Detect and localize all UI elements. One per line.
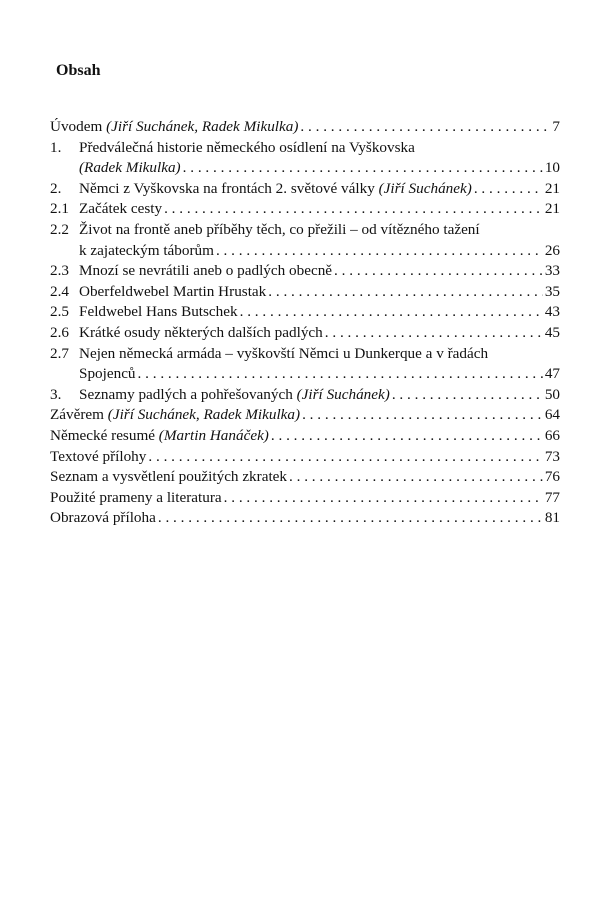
dot-leader	[268, 282, 543, 303]
toc-entry-title	[79, 220, 480, 241]
toc-entry-title	[50, 508, 156, 529]
dot-leader	[302, 405, 543, 426]
toc-entry-number: 2.2	[50, 220, 69, 238]
toc-entry-page: 21	[544, 179, 560, 197]
toc-entry	[50, 344, 560, 365]
dot-leader	[325, 323, 543, 344]
toc-entry-page: 21	[544, 200, 560, 218]
toc-entry-text: Použité prameny a literatura	[50, 488, 222, 506]
dot-leader	[183, 158, 543, 179]
toc-entry-page: 77	[544, 488, 560, 506]
toc-entry-title	[79, 261, 332, 282]
dot-leader	[271, 426, 543, 447]
toc-entry-text: Úvodem	[50, 118, 107, 135]
dot-leader	[158, 508, 543, 529]
dot-leader	[164, 199, 543, 220]
toc-entry	[50, 199, 560, 220]
toc-entry-page: 66	[544, 426, 560, 444]
toc-entry-author: (Jiří Suchánek, Radek Mikulka)	[106, 118, 299, 135]
toc-entry	[50, 467, 560, 488]
toc-entry	[50, 364, 560, 385]
toc-entry-text: k zajateckým táborům	[79, 241, 214, 259]
dot-leader	[300, 117, 550, 138]
dot-leader	[138, 364, 543, 385]
toc-entry	[50, 261, 560, 282]
toc-entry	[50, 323, 560, 344]
toc-entry-text: Seznamy padlých a pohřešovaných	[79, 385, 297, 403]
toc-entry-page: 76	[544, 468, 560, 486]
toc-entry-text: Němci z Vyškovska na frontách 2. světové války	[79, 179, 379, 197]
toc-entry-text: Německé resumé	[50, 426, 159, 444]
toc-entry	[50, 302, 560, 323]
toc-entry-page: 7	[552, 118, 560, 135]
toc-entry-text: Začátek cesty	[79, 200, 163, 218]
toc-entry-author: (Jiří Suchánek, Radek Mikulka)	[107, 406, 301, 424]
toc-entry-text: Seznam a vysvětlení použitých zkratek	[50, 468, 288, 486]
toc-entry-title	[79, 282, 266, 303]
toc-entry-title	[79, 385, 390, 406]
toc-entry-page: 45	[544, 323, 560, 341]
toc-entry-text: Život na frontě aneb příběhy těch, co přežili – od vítězného tažení	[79, 220, 480, 238]
toc-entry-text: Obrazová příloha	[50, 509, 156, 527]
toc-entry	[50, 488, 560, 509]
toc-entry-title	[50, 467, 287, 488]
toc-entry-page: 33	[544, 262, 560, 280]
dot-leader	[289, 467, 543, 488]
toc-entry-title	[50, 364, 136, 385]
toc-entry-page: 73	[544, 447, 560, 465]
toc-entry-text: Mnozí se nevrátili aneb o padlých obecně	[79, 262, 333, 280]
toc-entry-title	[79, 323, 323, 344]
toc-entry-text: Krátké osudy některých dalších padlých	[79, 323, 323, 341]
toc-entry	[50, 447, 560, 468]
dot-leader	[148, 447, 542, 468]
toc-entry-number: 2.	[50, 179, 62, 197]
toc-entry-number: 2.3	[50, 262, 69, 280]
toc-entry-number: 2.7	[50, 344, 69, 362]
toc-entry-author: (Radek Mikulka)	[79, 159, 181, 177]
toc-entry-text: Závěrem	[50, 406, 108, 424]
dot-leader	[474, 179, 543, 200]
toc-entry-number: 2.1	[50, 200, 69, 218]
toc-entry	[50, 241, 560, 262]
toc-entry-page: 50	[544, 385, 560, 403]
toc-entry	[50, 282, 560, 303]
toc-entry-number: 2.6	[50, 323, 69, 341]
toc-entry-text: Textové přílohy	[50, 447, 147, 465]
toc-entry-title	[50, 447, 146, 468]
toc-entry-number: 2.5	[50, 303, 69, 321]
toc-entry-text: Nejen německá armáda – vyškovští Němci u Dunkerque a v řadách	[79, 344, 489, 362]
toc-entry	[50, 426, 560, 447]
toc-entry	[50, 385, 560, 406]
toc-entry-title	[79, 199, 162, 220]
toc-entry	[50, 179, 560, 200]
toc-entry-title	[50, 426, 269, 447]
dot-leader	[224, 488, 543, 509]
toc-entry-page: 43	[544, 303, 560, 321]
toc-entry-title	[79, 138, 415, 159]
toc-entry-title	[50, 241, 214, 262]
toc-entry-author: (Martin Hanáček)	[158, 426, 269, 444]
toc-entry-number: 3.	[50, 385, 62, 403]
toc-entry-title	[50, 117, 298, 138]
toc-entry-page: 26	[544, 241, 560, 259]
toc-entry-author: (Jiří Suchánek)	[296, 385, 390, 403]
toc-entry-title	[79, 179, 472, 200]
toc-entry	[50, 220, 560, 241]
toc-entry-text: Předválečná historie německého osídlení na Vyškovska	[79, 138, 415, 156]
page-title: Obsah	[56, 62, 101, 79]
toc-entry-number: 2.4	[50, 282, 69, 300]
dot-leader	[240, 302, 543, 323]
toc-entry-number: 1.	[50, 138, 62, 156]
toc-entry-author: (Jiří Suchánek)	[378, 179, 472, 197]
toc-entry-page: 64	[544, 406, 560, 424]
toc-entry	[50, 138, 560, 159]
toc-entry-page: 35	[544, 282, 560, 300]
dot-leader	[334, 261, 543, 282]
toc-entry-page: 81	[544, 509, 560, 527]
dot-leader	[392, 385, 543, 406]
toc-entry-text: Oberfeldwebel Martin Hrustak	[79, 282, 267, 300]
toc-entry-page: 10	[544, 159, 560, 177]
toc-entry-text: Spojenců	[79, 365, 136, 383]
toc-entry-title	[79, 302, 238, 323]
toc-entry-text: Feldwebel Hans Butschek	[79, 303, 238, 321]
toc-entry	[50, 508, 560, 529]
toc-entry	[50, 405, 560, 426]
toc-entry-title	[50, 158, 181, 179]
toc-entry-page: 47	[544, 365, 560, 383]
toc-entry-title	[79, 344, 488, 365]
toc-entry-title	[50, 488, 222, 509]
dot-leader	[216, 241, 543, 262]
toc-entry	[50, 158, 560, 179]
table-of-contents	[50, 117, 560, 529]
toc-entry	[50, 117, 560, 138]
toc-entry-title	[50, 405, 300, 426]
